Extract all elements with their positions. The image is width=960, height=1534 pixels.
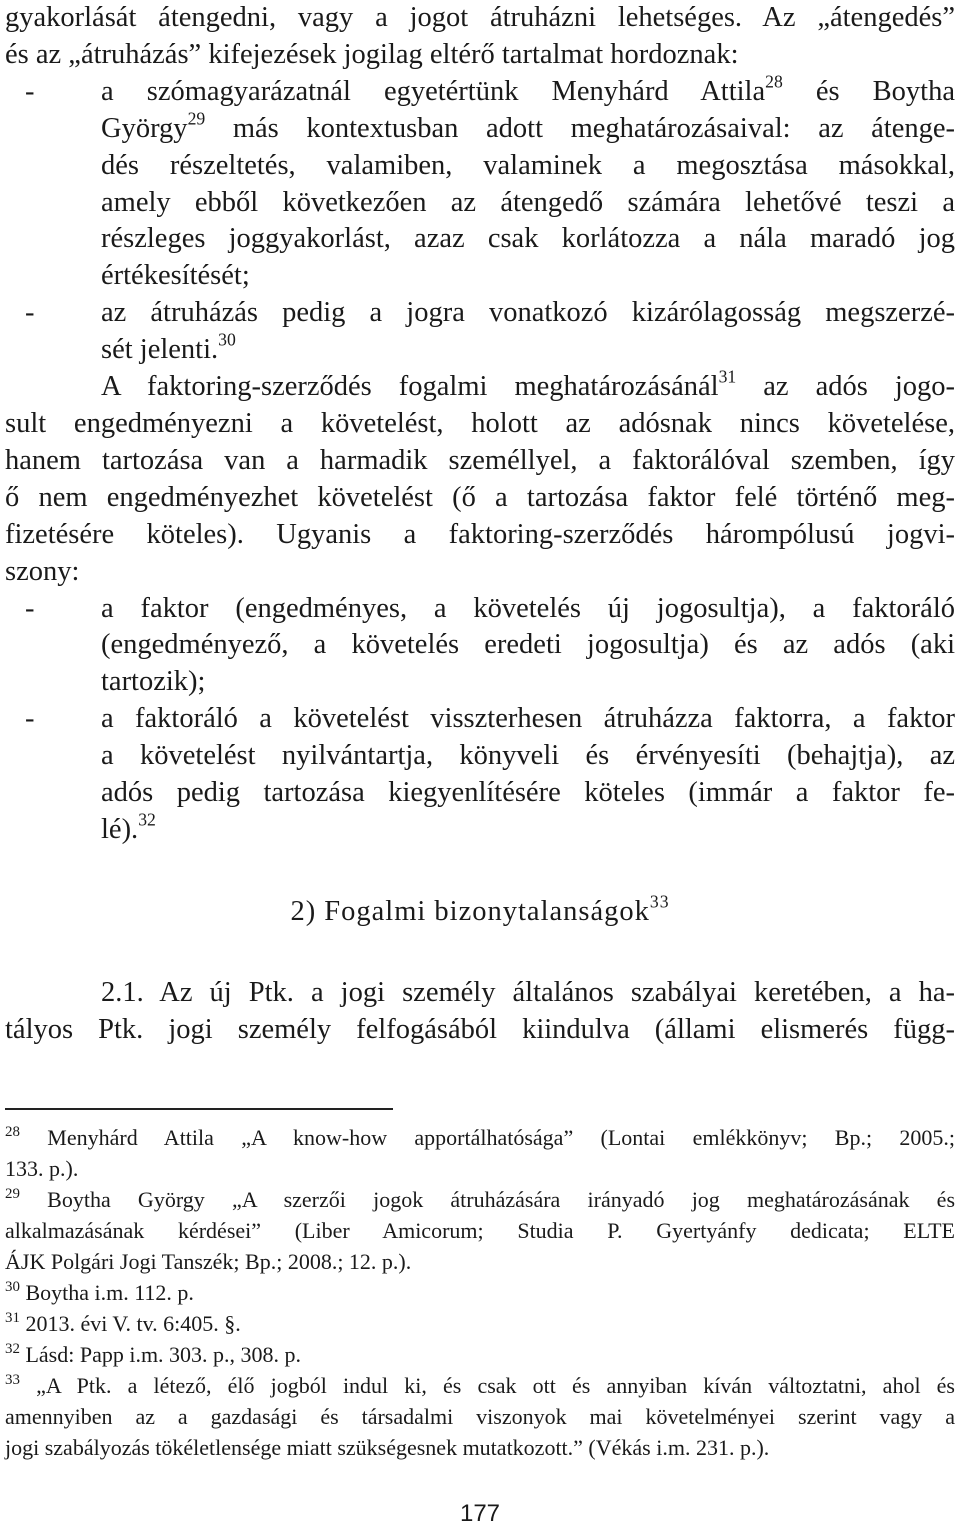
footnote-number: 33 (5, 1372, 20, 1389)
footnote: $^{28}$ Menyhárd Attila „A know-how apportálhatósága” (Lontai emlékkönyv; Bp.; 2005.; 133. p.). (5, 1124, 955, 1181)
body-line: és az „átruházás” kifejezések jogilag eltérő tartalmat hordoznak: (5, 38, 739, 70)
section-heading: 2) Fogalmi bizonytalanságok$^{33}$ (290, 891, 670, 927)
list-line: a faktoráló a követelést visszterhesen átruházza faktorra, a faktor (101, 703, 955, 735)
list-item (5, 591, 955, 702)
list-item (5, 701, 955, 849)
footnote-number: 30 (5, 1279, 20, 1296)
footnote-ref: 33 (649, 891, 670, 912)
footnote: $^{32}$ Lásd: Papp i.m. 303. p., 308. p. (5, 1341, 302, 1367)
list-line: dés részeltetés, valamiben, valaminek a megosztása másokkal, (101, 149, 955, 181)
paragraph-line: fizetésére köteles). Ugyanis a faktoring-szerződés hárompólusú jogvi- (5, 518, 955, 550)
body-line: gyakorlását átengedni, vagy a jogot átruházni lehetséges. Az „átengedés” (5, 2, 955, 33)
footnote-number: 31 (5, 1310, 20, 1327)
page-number: 177 (459, 1500, 501, 1527)
list-line: részleges joggyakorlást, azaz csak korlátozza a nála maradó jog (101, 223, 955, 255)
list-line: amely ebből következően az átengedő számára lehetővé teszi a (101, 186, 955, 218)
list-line: (engedményező, a követelés eredeti jogosultja) és az adós (aki (101, 629, 955, 661)
list-line: tartozik); (101, 666, 206, 698)
subsection-paragraph (5, 974, 955, 1048)
footnote-ref: 29 (187, 108, 206, 128)
list-item (5, 71, 955, 295)
paragraph-line: tályos Ptk. jogi személy felfogásából kiindulva (állami elismerés függ- (5, 1014, 955, 1045)
paragraph-line: szony: (5, 555, 80, 587)
footnote-number: 32 (5, 1341, 20, 1358)
footnote: $^{30}$ Boytha i.m. 112. p. (5, 1279, 194, 1305)
list-line: lé).$^{32}$ (101, 809, 156, 845)
paragraph-line: ő nem engedményezhet követelést (ő a tartozása faktor felé történő meg- (5, 481, 955, 513)
list-dash: - (25, 297, 35, 329)
list-line: sét jelenti.$^{30}$ (101, 329, 236, 366)
list-line: a faktor (engedményes, a követelés új jogosultja), a faktoráló (101, 592, 955, 624)
footnote-ref: 28 (765, 71, 783, 92)
list-dash: - (25, 703, 35, 735)
main-text (5, 0, 955, 849)
list-line: György$^{29}$ más kontextusban adott meghatározásaival: az átenge- (101, 108, 955, 144)
footnote: $^{33}$ „A Ptk. a létező, élő jogból indul ki, és csak ott és annyiban kíván változtatni, ahol és amennyiben az a gazdasági és társadalmi viszonyok mai követelményei szerint vagy a jogi szabályozás tökéletlensége miatt szükségesnek mutatkozott.” (Vékás i.m. 231. p.). (5, 1372, 955, 1460)
paragraph-line: hanem tartozása van a harmadik személlyel, a faktorálóval szemben, így (5, 444, 955, 476)
footnote: $^{29}$ Boytha György „A szerzői jogok átruházására irányadó jog meghatározásának és alkalmazásának kérdései” (Liber Amicorum; Studia P. Gyertyánfy dedicata; ELTE ÁJK Polgári Jogi Tanszék; Bp.; 2008.; 12. p.). (5, 1186, 956, 1274)
list-line: a követelést nyilvántartja, könyveli és érvényesíti (behajtja), az (101, 740, 955, 772)
footnotes (5, 1122, 955, 1463)
list-line: az átruházás pedig a jogra vonatkozó kizárólagosság megszerzé- (101, 297, 955, 329)
footnote-number: 28 (5, 1124, 20, 1141)
paragraph-line: 2.1. Az új Ptk. a jogi személy általános szabályai keretében, a ha- (101, 977, 955, 1008)
footnote-ref: 31 (718, 366, 737, 387)
list-dash: - (25, 75, 35, 107)
footnote-ref: 30 (218, 329, 236, 350)
footnote-number: 29 (5, 1186, 20, 1203)
footnote-ref: 32 (138, 809, 156, 830)
list-item (5, 295, 955, 369)
paragraph-line: A faktoring-szerződés fogalmi meghatározásánál$^{31}$ az adós jogo- (101, 366, 955, 403)
footnote-separator (5, 1108, 393, 1110)
footnote: $^{31}$ 2013. évi V. tv. 6:405. §. (5, 1310, 241, 1336)
list-line: a szómagyarázatnál egyetértünk Menyhárd Attila$^{28}$ és Boytha (101, 71, 955, 107)
list-line: értékesítését; (101, 260, 250, 292)
list-line: adós pedig tartozása kiegyenlítésére köteles (immár a faktor fe- (101, 777, 955, 809)
paragraph-line: sult engedményezni a követelést, holott az adósnak nincs követelése, (5, 407, 955, 439)
paragraph (5, 366, 955, 590)
list-dash: - (25, 592, 35, 624)
